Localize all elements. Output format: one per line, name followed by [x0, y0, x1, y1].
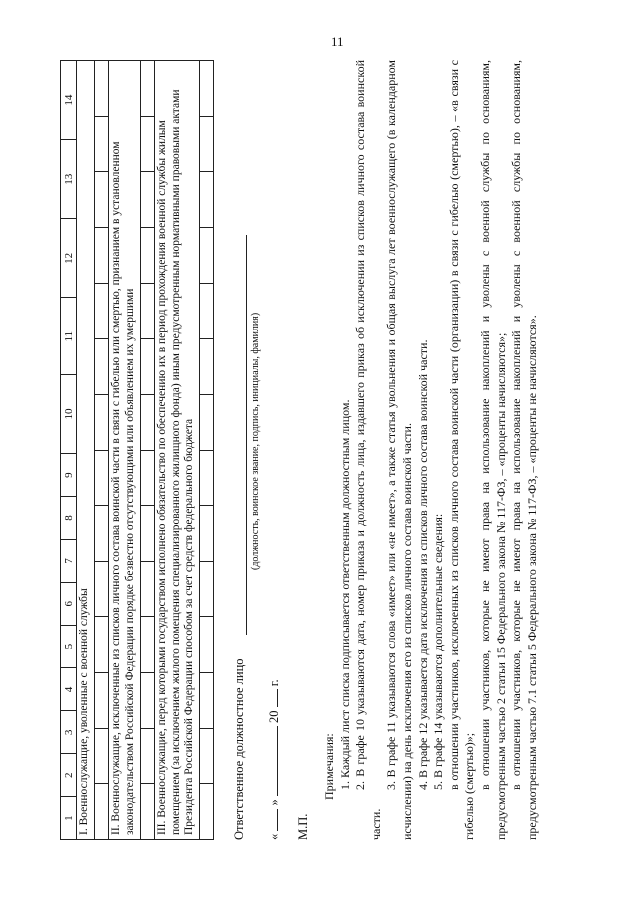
column-number: 8 [61, 497, 77, 540]
year-suffix: г. [267, 679, 281, 687]
date-line [267, 679, 282, 840]
column-number: 5 [61, 625, 77, 668]
column-number: 1 [61, 797, 77, 840]
column-number: 6 [61, 582, 77, 625]
blank-entry-row [200, 60, 214, 840]
note-item: в отношении участников, которые не имеют права на использование накоплений и уволены с военной службы по основаниям, предусмотренным частью 2 статьи 15 Федерального закона № 117-ФЗ, – «проценты начисляются»; [477, 60, 508, 840]
rotated-document-body [60, 60, 580, 840]
column-number: 4 [61, 668, 77, 711]
column-number: 7 [61, 539, 77, 582]
section-title: I. Военнослужащие, уволенные с военной службы [78, 588, 90, 835]
note-item: 1. Каждый лист списка подписывается ответственным должностным лицом. [337, 399, 352, 790]
column-number: 10 [61, 374, 77, 453]
signature-line [246, 235, 247, 635]
note-item: 3. В графе 11 указываются слова «имеет» или «не имеет», а также статья увольнения и общая выслуга лет военнослужащего (в календарном исчислении) на день исключения его из списков личного состава воинской части. [384, 60, 414, 840]
notes-block [322, 60, 540, 840]
column-number: 14 [61, 61, 77, 140]
section-title: III. Военнослужащие, перед которыми государством исполнено обязательство по обеспечению их в период прохождения военной службы жилым помещением (за исключением жилого помещения специализированного жилищного фонда) иным предусмотренным нормативными правовыми актами Президента Российской Федерации способом за счет средств федерального бюджета [156, 89, 195, 835]
column-number-row [60, 60, 77, 840]
note-item: 4. В графе 12 указывается дата исключения из списков личного состава воинской части. [415, 339, 430, 790]
note-item: 2. В графе 10 указываются дата, номер приказа и должность лица, издавшего приказ об исключении из списков личного состава воинской части. [353, 60, 383, 840]
column-number: 2 [61, 754, 77, 797]
signature-caption: (должность, воинское звание, подпись, инициалы, фамилия) [250, 312, 261, 570]
column-number: 11 [61, 298, 77, 374]
blank-entry-row [95, 60, 109, 840]
section-row-excluded [109, 60, 141, 840]
page-number: 11 [331, 34, 344, 49]
notes-heading: Примечания: [322, 733, 336, 800]
note-item: в отношении участников, которые не имеют права на использование накоплений и уволены с военной службы по основаниям, предусмотренным частью 7.1 статьи 5 Федерального закона № 117-ФЗ, – «проценты не начисляются». [509, 60, 539, 840]
blank-entry-row [141, 60, 155, 840]
year-prefix: 20 [267, 710, 281, 723]
column-number: 13 [61, 140, 77, 219]
column-number: 9 [61, 454, 77, 497]
note-item: 5. В графе 14 указываются дополнительные сведения: [431, 513, 446, 790]
section-title: II. Военнослужащие, исключенные из списков личного состава воинской части в связи с гибелью или смертью, признанием в установленном законодательством Российской Федерации порядке безвестно отсутствующими или объявлением их умершими [110, 141, 136, 835]
note-item: в отношении участников, исключенных из списков личного состава воинской части (организации) в связи с гибелью (смертью), – «в связи с гибелью (смертью)»; [446, 60, 477, 840]
responsible-officer-label: Ответственное должностное лицо [232, 658, 246, 840]
quote-open: « [267, 833, 281, 840]
column-number: 12 [61, 219, 77, 298]
section-row-dismissed [77, 60, 95, 840]
column-number: 3 [61, 711, 77, 754]
section-row-housing-provided [155, 60, 200, 840]
quote-close: » [267, 799, 281, 806]
stamp-place: М.П. [296, 813, 310, 840]
